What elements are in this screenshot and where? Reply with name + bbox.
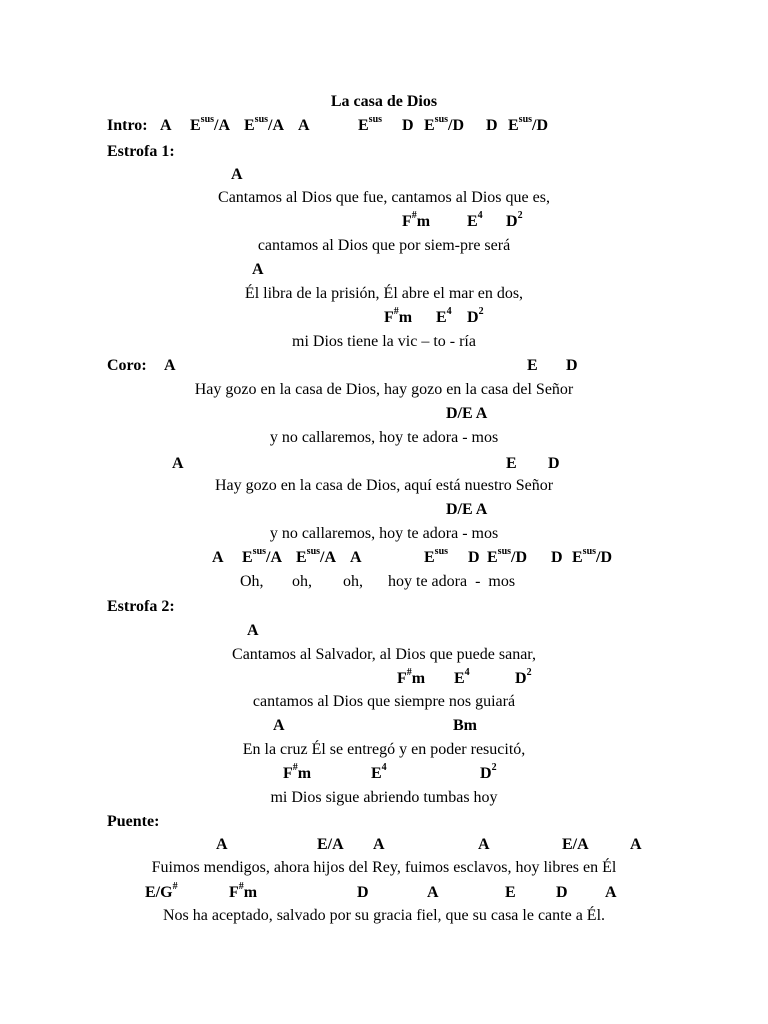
lyric-fragment: oh, [292, 573, 312, 590]
chord-e4: $E^4$ [371, 761, 387, 782]
section-label-coro: Coro: [107, 357, 147, 374]
chord-a: A [605, 884, 617, 901]
chord-f-sharp-m: F#m [283, 761, 312, 782]
lyric-line: Cantamos al Dios que fue, cantamos al Dios que es, [218, 189, 550, 206]
chord-d2: $D^2$ [506, 209, 523, 230]
chord-d2: $D^2$ [515, 666, 532, 687]
chord-a: A [252, 261, 264, 278]
intro-label: Intro: [107, 117, 148, 134]
chord-e4: $E^4$ [436, 305, 452, 326]
lyric-line: Nos ha aceptado, salvado por su gracia fiel, que su casa le cante a Él. [162, 907, 606, 924]
lyric-fragment: Oh, [240, 573, 264, 590]
chord-a: A [373, 836, 385, 853]
section-label-estrofa1: Estrofa 1: [107, 143, 175, 160]
chord-esus: $E^{sus}$ [424, 545, 449, 566]
chord-e4: $E^4$ [454, 666, 470, 687]
chord-d: D [402, 117, 414, 134]
lyric-line: cantamos al Dios que siempre nos guiará [252, 693, 516, 710]
chord-e-g-sharp: E/G# [145, 880, 178, 901]
chord-a: A [247, 622, 259, 639]
chord-a: A [164, 357, 176, 374]
chord-a: A [478, 836, 490, 853]
chord-a: A [172, 455, 184, 472]
lyric-line: Hay gozo en la casa de Dios, aquí está nuestro Señor [214, 477, 554, 494]
chord-a: A [350, 549, 362, 566]
chord-esus-d: $E^{sus}/D$ [508, 113, 549, 134]
chord-a: A [231, 166, 243, 183]
lyric-line: cantamos al Dios que por siem-pre será [257, 237, 511, 254]
chord-d: D [468, 549, 480, 566]
chord-a: A [630, 836, 642, 853]
chord-e-a: E/A [317, 836, 344, 853]
chord-f-sharp-m: F#m [397, 666, 426, 687]
chord-esus-d: $E^{sus}/D$ [424, 113, 465, 134]
lyric-fragment: oh, [343, 573, 363, 590]
chord-esus: $E^{sus}$ [358, 113, 383, 134]
section-label-estrofa2: Estrofa 2: [107, 598, 175, 615]
chord-d: D [486, 117, 498, 134]
chord-e: E [527, 357, 538, 374]
chord-esus-a: $E^{sus}/A$ [242, 545, 283, 566]
chord-d: D [551, 549, 563, 566]
lyric-line: y no callaremos, hoy te adora - mos [269, 525, 499, 542]
chord-esus-a: $E^{sus}/A$ [244, 113, 285, 134]
chord-esus-a: $E^{sus}/A$ [296, 545, 337, 566]
song-title: La casa de Dios [330, 93, 438, 110]
chord-esus-a: $E^{sus}/A$ [190, 113, 231, 134]
chord-a: A [160, 117, 172, 134]
chord-a: A [298, 117, 310, 134]
lyric-line: y no callaremos, hoy te adora - mos [269, 429, 499, 446]
chord-bm: Bm [453, 717, 477, 734]
lyric-line: mi Dios sigue abriendo tumbas hoy [270, 789, 498, 806]
chord-a: A [273, 717, 285, 734]
section-label-puente: Puente: [107, 813, 160, 830]
chord-d: D [566, 357, 578, 374]
lyric-line: mi Dios tiene la vic – to - ría [292, 333, 476, 350]
chord-d2: $D^2$ [467, 305, 484, 326]
lyric-line: Hay gozo en la casa de Dios, hay gozo en la casa del Señor [194, 381, 574, 398]
chord-f-sharp-m: F#m [384, 305, 413, 326]
chord-d: D [556, 884, 568, 901]
lyric-line: Él libra de la prisión, Él abre el mar en dos, [244, 285, 524, 302]
lyric-line: Fuimos mendigos, ahora hijos del Rey, fuimos esclavos, hoy libres en Él [151, 859, 617, 876]
lyric-fragment: hoy te adora - mos [388, 573, 516, 590]
chord-f-sharp-m: F#m [229, 880, 258, 901]
chord-d-e-a: D/E A [446, 405, 488, 422]
chord-e: E [505, 884, 516, 901]
chord-d2: $D^2$ [480, 761, 497, 782]
lyric-line: Cantamos al Salvador, al Dios que puede sanar, [232, 646, 536, 663]
chord-d-e-a: D/E A [446, 501, 488, 518]
lyric-line: En la cruz Él se entregó y en poder resucitó, [242, 741, 526, 758]
chord-esus-d: $E^{sus}/D$ [487, 545, 528, 566]
chord-esus-d: $E^{sus}/D$ [572, 545, 613, 566]
chord-e: E [506, 455, 517, 472]
chord-e4: $E^4$ [467, 209, 483, 230]
chord-a: A [212, 549, 224, 566]
chord-a: A [427, 884, 439, 901]
chord-a: A [216, 836, 228, 853]
chord-d: D [357, 884, 369, 901]
chord-d: D [548, 455, 560, 472]
chord-f-sharp-m: F#m [402, 209, 431, 230]
chord-e-a: E/A [562, 836, 589, 853]
